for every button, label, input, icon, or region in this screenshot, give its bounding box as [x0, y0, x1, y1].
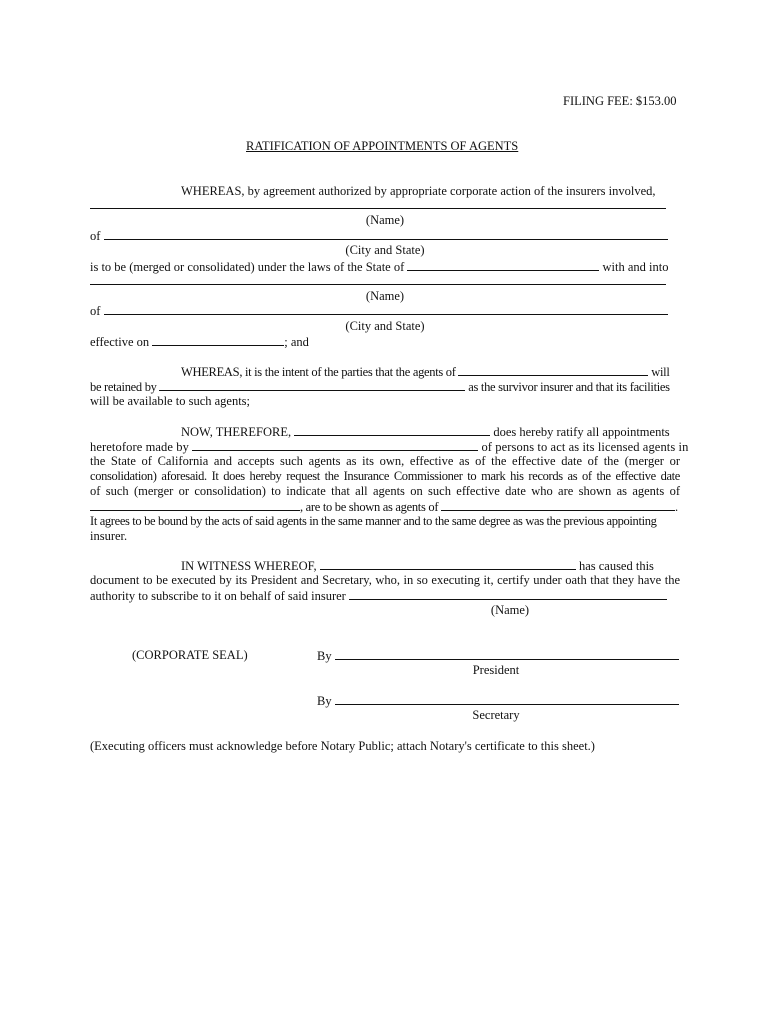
by-label-1: By: [317, 649, 332, 663]
name-label-1: (Name): [365, 213, 405, 227]
state-blank[interactable]: [407, 259, 599, 271]
survivor-text: as the survivor insurer and that its facilities: [468, 380, 670, 394]
heretofore-blank[interactable]: [192, 439, 478, 451]
period: .: [675, 500, 678, 514]
now-therefore-line2: [90, 439, 688, 455]
agents-of-blank-2[interactable]: [90, 499, 300, 511]
now-therefore-line6: [90, 499, 678, 515]
city-label-2: (City and State): [345, 319, 425, 333]
of-label-1: of: [90, 229, 101, 243]
witness-line3: [90, 588, 667, 604]
whereas2-line2: [90, 379, 670, 395]
secretary-label: Secretary: [472, 708, 520, 722]
effective-on-label: effective on: [90, 335, 150, 349]
retained-by-blank[interactable]: [159, 379, 465, 391]
secretary-signature-line: [317, 693, 679, 709]
city-blank-2[interactable]: [104, 314, 668, 315]
witness-name-label: (Name): [490, 603, 530, 617]
of-label-2: of: [90, 304, 101, 318]
whereas2-line3: will be available to such agents;: [90, 394, 251, 408]
merge-text-label: is to be (merged or consolidated) under the laws of the State of: [90, 260, 405, 274]
president-label: President: [472, 663, 520, 677]
now-therefore-line5: of such (merger or consolidation) to indicate that all agents on such effective date who are shown as agents of: [90, 484, 680, 498]
effective-date-blank[interactable]: [152, 334, 284, 346]
now-therefore-line4: consolidation) aforesaid. It does hereby request the Insurance Commissioner to mark his records as of the effective date: [90, 469, 680, 483]
whereas2-line1: [181, 364, 670, 380]
with-into-label: with and into: [602, 260, 669, 274]
secretary-signature-blank[interactable]: [335, 693, 679, 705]
witness-line1: [181, 558, 654, 574]
president-signature-line: [317, 648, 679, 664]
now-therefore-label: NOW, THEREFORE,: [181, 425, 292, 439]
now-therefore-line3: the State of California and accepts such agents as its own, effective as of the effective date of the (merger or: [90, 454, 680, 468]
president-signature-blank[interactable]: [335, 648, 679, 660]
now-therefore-line8: insurer.: [90, 529, 128, 543]
footer-note: (Executing officers must acknowledge before Notary Public; attach Notary's certificate to this sheet.): [90, 739, 595, 753]
merge-text: [90, 259, 668, 275]
caused-this-text: has caused this: [578, 559, 654, 573]
whereas-intro: WHEREAS, by agreement authorized by appropriate corporate action of the insurers involved,: [181, 184, 656, 198]
licensed-agents-text: of persons to act as its licensed agents in: [481, 440, 689, 454]
shown-as-agents-text: , are to be shown as agents of: [300, 500, 439, 514]
will-label: will: [651, 365, 670, 379]
agents-of-blank[interactable]: [458, 364, 648, 376]
ratifying-insurer-blank[interactable]: [294, 424, 490, 436]
whereas2-text: WHEREAS, it is the intent of the parties that the agents of: [181, 365, 456, 379]
name-blank-1[interactable]: [90, 208, 666, 209]
now-therefore-line1: [181, 424, 670, 440]
heretofore-label: heretofore made by: [90, 440, 189, 454]
retained-by-label: be retained by: [90, 380, 157, 394]
insurer-name-blank[interactable]: [349, 588, 667, 600]
ratify-text: does hereby ratify all appointments: [493, 425, 670, 439]
city-blank-1[interactable]: [104, 239, 668, 240]
now-therefore-line7: It agrees to be bound by the acts of said agents in the same manner and to the same degree as was the previous appointing: [90, 514, 657, 528]
witness-insurer-blank[interactable]: [320, 558, 576, 570]
document-title: RATIFICATION OF APPOINTMENTS OF AGENTS: [246, 139, 519, 153]
by-label-2: By: [317, 694, 332, 708]
witness-line2: document to be executed by its President and Secretary, who, in so executing it, certify under oath that they have the: [90, 573, 680, 587]
name-blank-2[interactable]: [90, 284, 666, 285]
filing-fee: FILING FEE: $153.00: [563, 94, 677, 108]
corporate-seal-label: (CORPORATE SEAL): [132, 648, 248, 662]
name-label-2: (Name): [365, 289, 405, 303]
effective-line: [90, 334, 309, 350]
shown-as-agents-blank[interactable]: [441, 499, 675, 511]
subscribe-text: authority to subscribe to it on behalf of said insurer: [90, 589, 346, 603]
city-label-1: (City and State): [345, 243, 425, 257]
witness-label: IN WITNESS WHEREOF,: [181, 559, 317, 573]
and-label: ; and: [284, 335, 309, 349]
